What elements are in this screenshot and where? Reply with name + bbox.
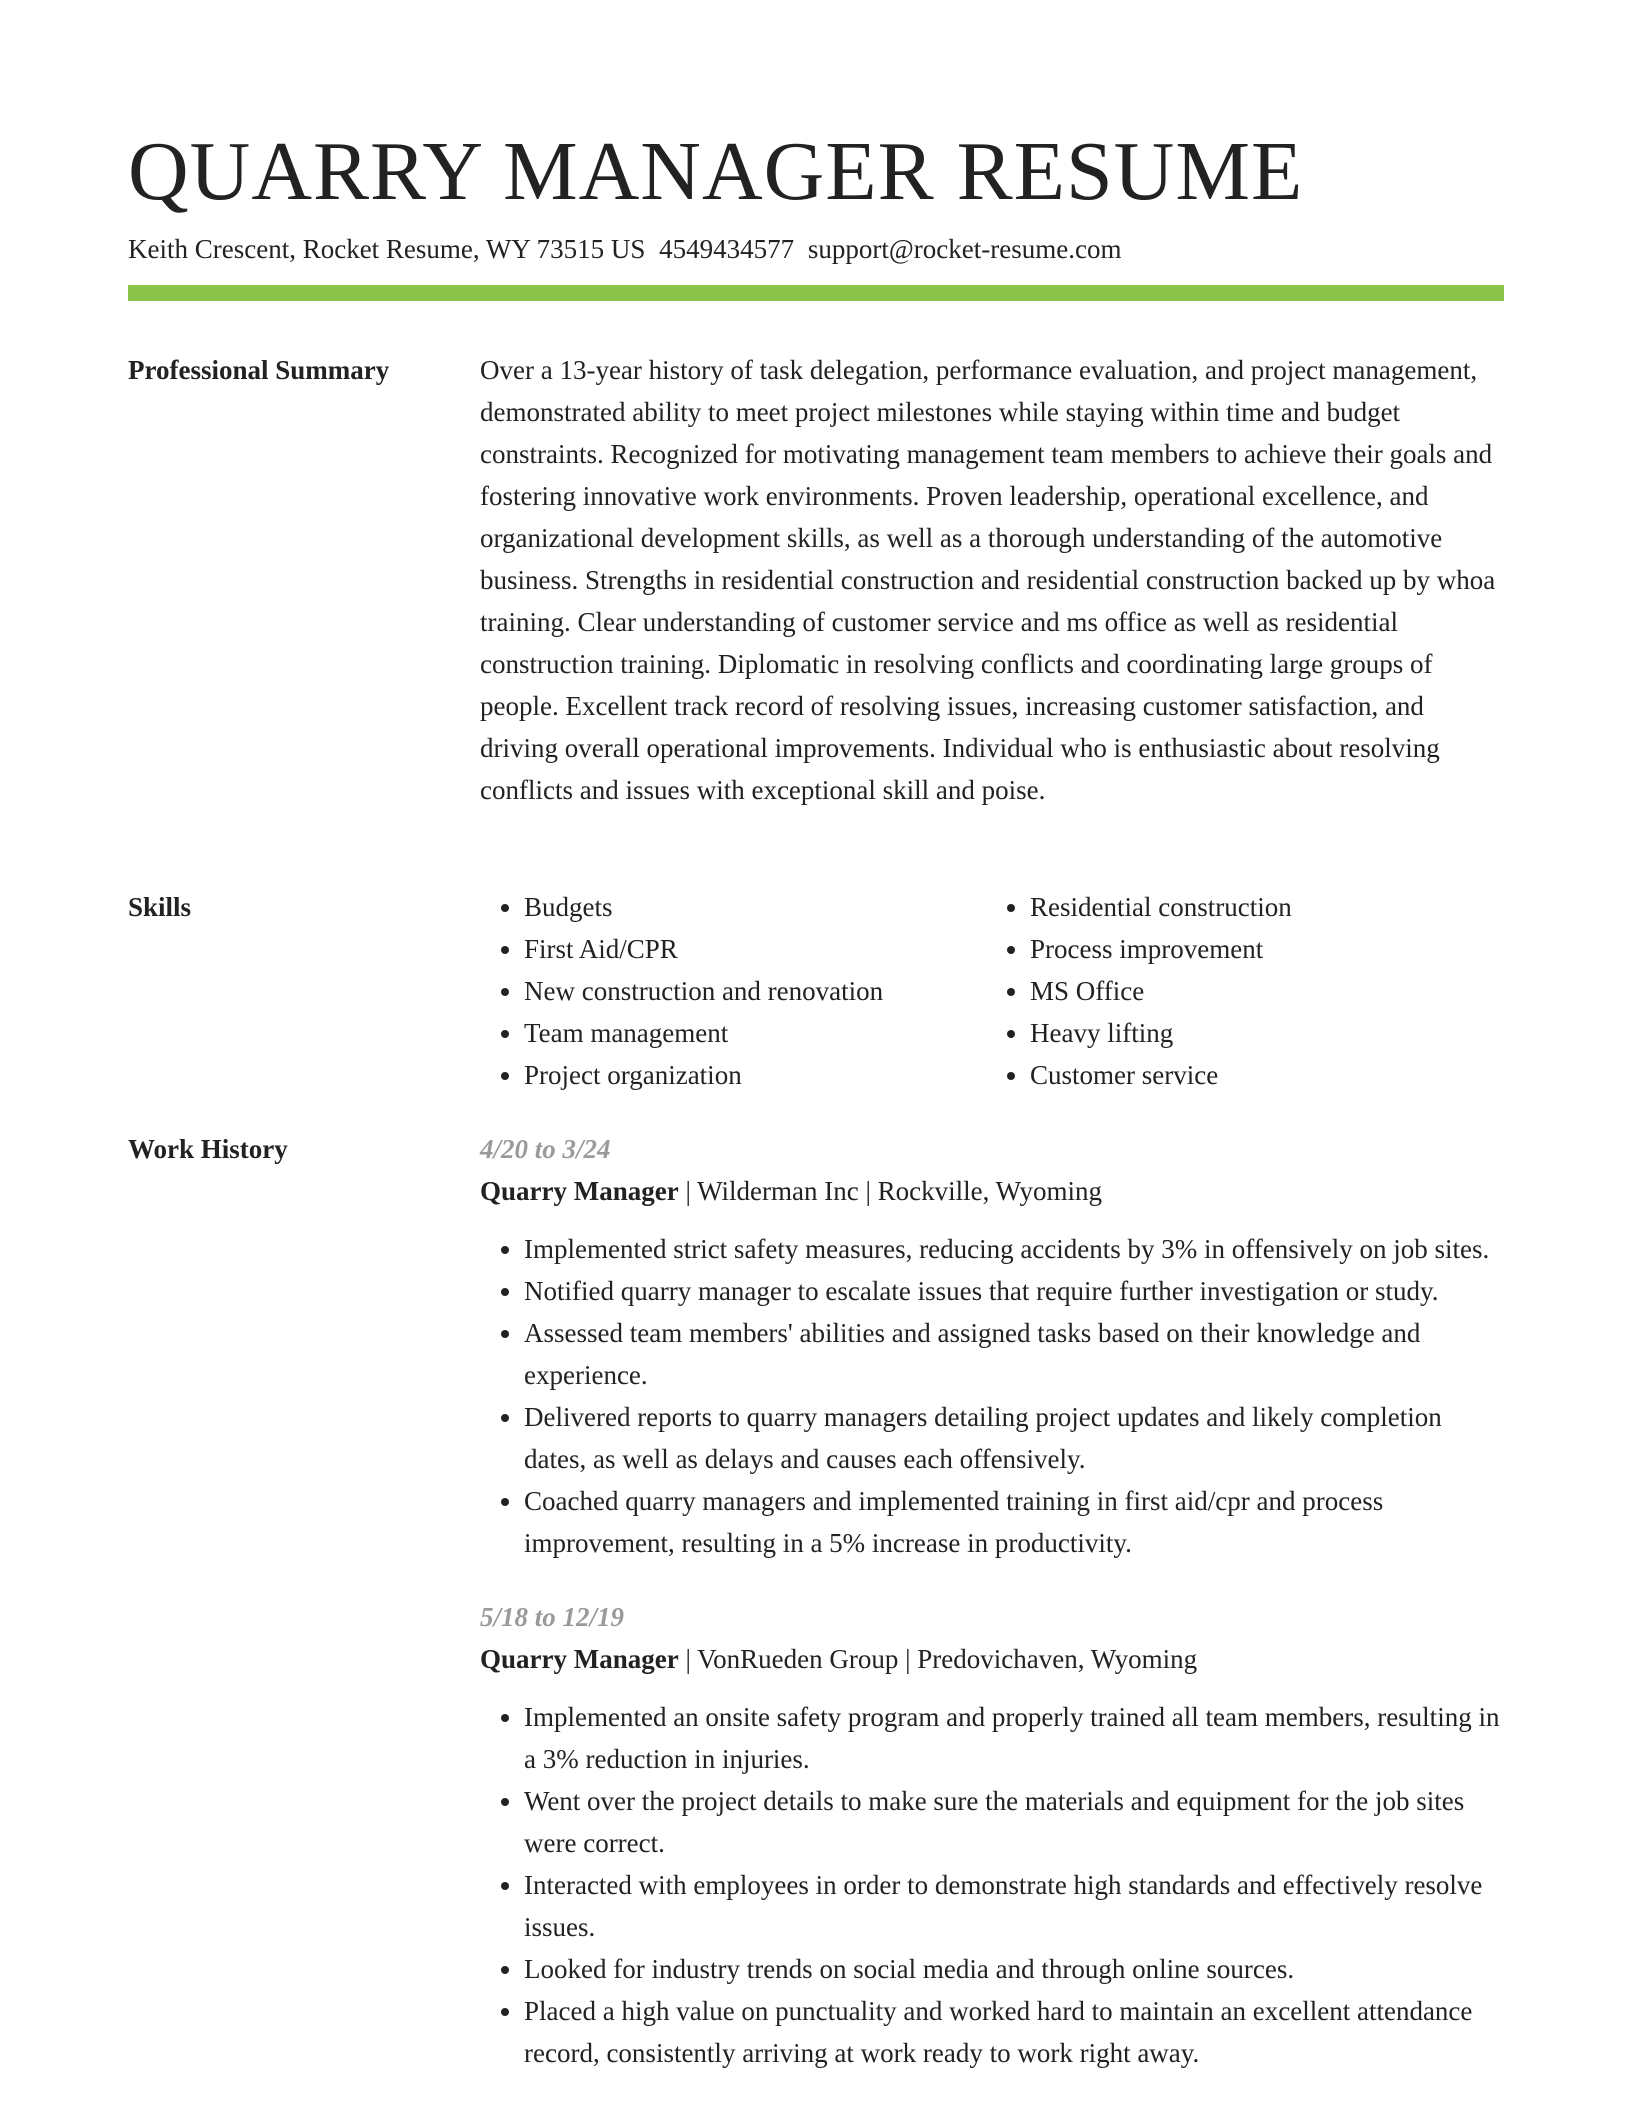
contact-email: support@rocket-resume.com (807, 234, 1122, 264)
job-bullet: • Interacted with employees in order to demonstrate high standards and effectively resolve issues. (524, 1864, 1504, 1948)
job-details: | VonRueden Group | Predovichaven, Wyoming (678, 1644, 1198, 1674)
skills-list-right (982, 886, 1504, 1096)
skill-item: • Process improvement (1030, 928, 1504, 970)
job-bullet-list (480, 1228, 1504, 1564)
skills-columns (480, 886, 1504, 1096)
job-bullet: • Placed a high value on punctuality and worked hard to maintain an excellent attendance record, consistently arriving at work ready to work right away. (524, 1990, 1504, 2074)
job-bullet: • Delivered reports to quarry managers detailing project updates and likely completion dates, as well as delays and causes each offensively. (524, 1396, 1504, 1480)
contact-phone: 4549434577 (659, 234, 795, 264)
resume-title: QUARRY MANAGER RESUME (128, 125, 1304, 218)
job-title-line (480, 1638, 1504, 1680)
job-title: Quarry Manager (480, 1644, 679, 1674)
job-details: | Wilderman Inc | Rockville, Wyoming (678, 1176, 1102, 1206)
job-entry (480, 1128, 1504, 1564)
contact-line (128, 230, 1121, 268)
skill-item: • Project organization (524, 1054, 982, 1096)
skill-item: • Team management (524, 1012, 982, 1054)
job-title: Quarry Manager (480, 1176, 679, 1206)
job-bullet: • Implemented strict safety measures, reducing accidents by 3% in offensively on job sites. (524, 1228, 1504, 1270)
job-entry (480, 1596, 1504, 2074)
skills-heading: Skills (128, 892, 192, 922)
skill-item: • Budgets (524, 886, 982, 928)
skill-item: • Residential construction (1030, 886, 1504, 928)
job-bullet-list (480, 1696, 1504, 2074)
job-dates: 5/18 to 12/19 (480, 1602, 625, 1632)
skills-list-left (480, 886, 982, 1096)
job-bullet: • Went over the project details to make sure the materials and equipment for the job sites were correct. (524, 1780, 1504, 1864)
header-divider (128, 285, 1504, 301)
skill-item: • Heavy lifting (1030, 1012, 1504, 1054)
job-bullet: • Implemented an onsite safety program and properly trained all team members, resulting in a 3% reduction in injuries. (524, 1696, 1504, 1780)
job-bullet: • Notified quarry manager to escalate issues that require further investigation or study. (524, 1270, 1504, 1312)
job-dates: 4/20 to 3/24 (480, 1134, 611, 1164)
skill-item: • New construction and renovation (524, 970, 982, 1012)
skill-item: • MS Office (1030, 970, 1504, 1012)
job-bullet: • Looked for industry trends on social media and through online sources. (524, 1948, 1504, 1990)
skill-item: • First Aid/CPR (524, 928, 982, 970)
work-history-body (480, 1128, 1504, 2074)
job-bullet: • Coached quarry managers and implemented training in first aid/cpr and process improvement, resulting in a 5% increase in productivity. (524, 1480, 1504, 1564)
work-history-heading: Work History (128, 1134, 288, 1164)
job-title-line (480, 1170, 1504, 1212)
contact-address: Keith Crescent, Rocket Resume, WY 73515 US (128, 234, 646, 264)
summary-body (480, 349, 1504, 811)
summary-text: Over a 13-year history of task delegation, performance evaluation, and project management, demonstrated ability to meet project milestones while staying within time and budget constraints. Recognized for motivating management team members to achieve their goals and fostering innovative work environments. Proven leadership, operational excellence, and organizational development skills, as well as a thorough understanding of the automotive business. Strengths in residential construction and residential construction backed up by whoa training. Clear understanding of customer service and ms office as well as residential construction training. Diplomatic in resolving conflicts and coordinating large groups of people. Excellent track record of resolving issues, increasing customer satisfaction, and driving overall operational improvements. Individual who is enthusiastic about resolving conflicts and issues with exceptional skill and poise. (480, 355, 1496, 805)
job-bullet: • Assessed team members' abilities and assigned tasks based on their knowledge and experience. (524, 1312, 1504, 1396)
skills-body (480, 886, 1504, 1096)
skill-item: • Customer service (1030, 1054, 1504, 1096)
summary-heading: Professional Summary (128, 355, 390, 385)
